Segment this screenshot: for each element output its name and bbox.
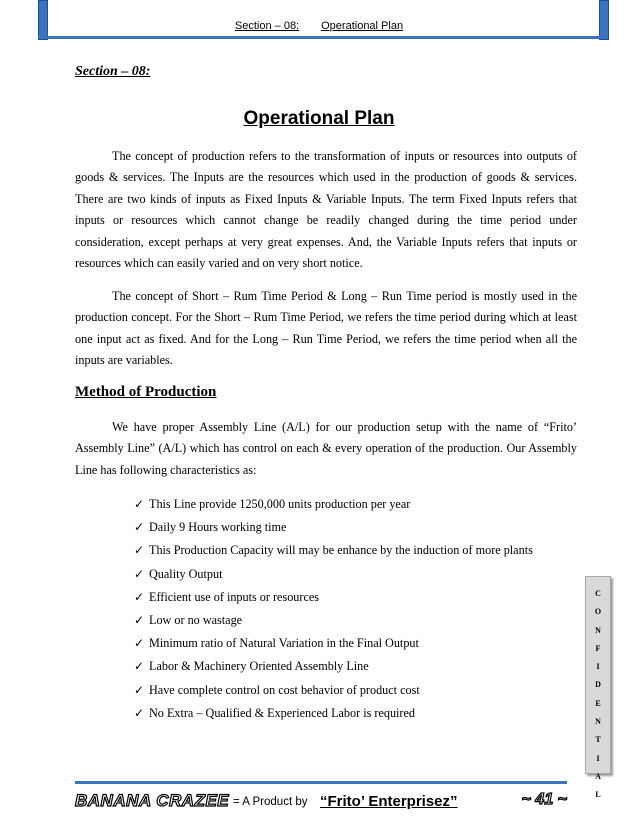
checkmark-icon: ✓ [134, 636, 145, 651]
tab-letter: N [595, 625, 601, 635]
running-header-title: Operational Plan [321, 20, 404, 32]
tab-letter: T [595, 735, 601, 745]
tab-letter: I [596, 662, 600, 672]
list-item-text: This Production Capacity will may be enhance by the induction of more plants [149, 543, 533, 558]
checkmark-icon: ✓ [134, 543, 145, 558]
method-heading: Method of Production [75, 384, 217, 400]
company-name: “Frito’ Enterprisez” [320, 793, 458, 810]
paragraph-assembly-line [75, 417, 577, 481]
tab-letter: C [595, 589, 601, 598]
page-title: Operational Plan [243, 108, 395, 129]
tab-letter: F [595, 643, 601, 653]
paragraph-time-periods [75, 286, 577, 372]
checkmark-icon: ✓ [134, 612, 145, 627]
list-item-text: Quality Output [149, 566, 223, 581]
footer-tagline: = A Product by [233, 796, 308, 808]
header-rule [38, 36, 608, 39]
list-item-text: Labor & Machinery Oriented Assembly Line [149, 659, 369, 674]
checkmark-icon: ✓ [134, 705, 145, 720]
running-header [0, 20, 638, 32]
list-item [134, 494, 533, 517]
tab-letter: N [595, 717, 601, 727]
list-item-text: Low or no wastage [149, 612, 243, 627]
list-item [134, 633, 533, 656]
confidential-tab [585, 576, 611, 800]
tab-letter: O [594, 607, 602, 617]
list-item [134, 587, 533, 610]
list-item [134, 680, 533, 703]
checkmark-icon: ✓ [134, 659, 145, 674]
footer-rule [75, 781, 567, 784]
list-item [134, 703, 533, 726]
checkmark-icon: ✓ [134, 520, 145, 535]
list-item [134, 564, 533, 587]
checkmark-icon: ✓ [134, 589, 145, 604]
section-label: Section – 08: [75, 64, 151, 79]
list-item-text: Efficient use of inputs or resources [149, 589, 320, 604]
list-item [134, 656, 533, 679]
paragraph-text: The concept of production refers to the transformation of inputs or resources into outputs of goods & services. The Inputs are the resources which used in the production of goods & services. There are two kinds of inputs as Fixed Inputs & Variable Inputs. The term Fixed Inputs refers that inputs or resources which cannot change be readily changed during the time period under consideration, except perhaps at very great expenses. And, the Variable Inputs refers that inputs or resources which can easily varied and on very short notice. [75, 149, 577, 271]
list-item-text: Daily 9 Hours working time [149, 520, 287, 535]
list-item [134, 517, 533, 540]
page-number: ~ 41 ~ [521, 791, 567, 808]
page-footer [75, 790, 567, 814]
list-item-text: Have complete control on cost behavior of product cost [149, 682, 420, 697]
brand-name: BANANA CRAZEE [75, 791, 230, 810]
list-item-text: No Extra – Qualified & Experienced Labor is required [149, 705, 415, 720]
list-item [134, 540, 533, 563]
paragraph-text: We have proper Assembly Line (A/L) for our production setup with the name of “Frito’ Assembly Line” (A/L) which has control on each & every operation of the production. Our Assembly Line has following characteristics as: [75, 420, 577, 477]
checkmark-icon: ✓ [134, 566, 145, 581]
checkmark-icon: ✓ [134, 497, 145, 511]
tab-letter: I [596, 753, 600, 763]
characteristics-list [134, 494, 533, 726]
tab-letter: A [595, 771, 601, 781]
checkmark-icon: ✓ [134, 682, 145, 697]
running-header-section: Section – 08: [234, 20, 300, 32]
tab-letter: E [595, 698, 601, 708]
list-item-text: Minimum ratio of Natural Variation in the Final Output [149, 636, 419, 651]
tab-letter: D [595, 680, 601, 690]
list-item-text: This Line provide 1250,000 units production per year [149, 497, 411, 511]
paragraph-production-concept [75, 146, 577, 274]
confidential-letters [586, 585, 610, 805]
paragraph-text: The concept of Short – Rum Time Period & Long – Run Time period is mostly used in the production concept. For the Short – Rum Time Period, we refers the time period during which at least one input act as fixed. And for the Long – Run Time Period, we refers the time period when all the inputs are variables. [75, 289, 577, 368]
list-item [134, 610, 533, 633]
tab-letter: L [595, 790, 601, 800]
